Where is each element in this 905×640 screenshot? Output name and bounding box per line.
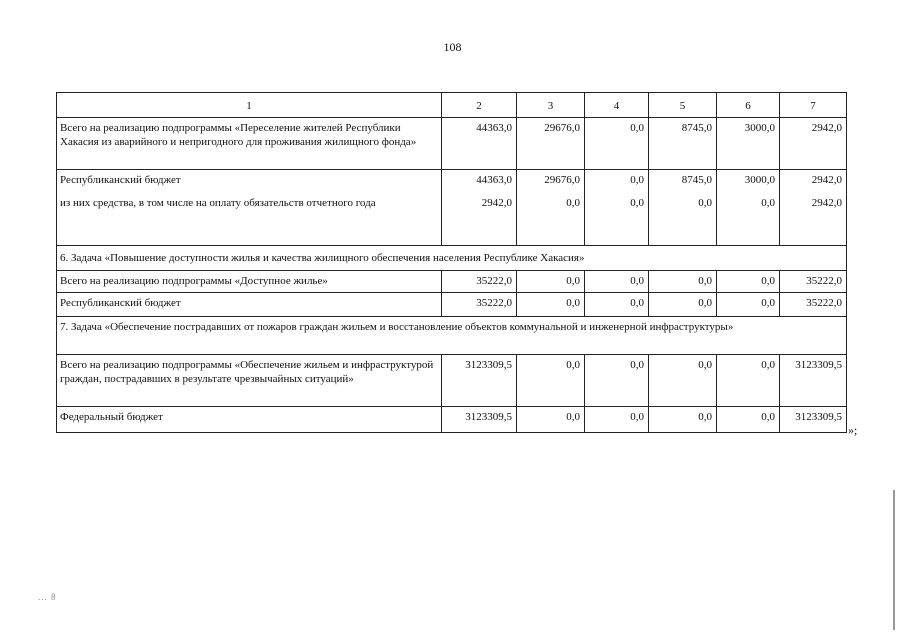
value-cell: 0,0 bbox=[649, 196, 717, 246]
table-row bbox=[57, 118, 847, 170]
task-heading: 7. Задача «Обеспечение пострадавших от пожаров граждан жильем и восстановление объектов коммунальной и инженерной инфраструктуры» bbox=[57, 317, 847, 355]
row-label: из них средства, в том числе на оплату обязательств отчетного года bbox=[57, 196, 442, 246]
value-cell: 0,0 bbox=[517, 271, 585, 293]
table-row bbox=[57, 271, 847, 293]
closing-quote-mark: »; bbox=[848, 423, 858, 437]
value-cell: 0,0 bbox=[585, 271, 649, 293]
value-cell: 35222,0 bbox=[780, 293, 847, 317]
value-cell: 35222,0 bbox=[442, 293, 517, 317]
table-header-row bbox=[57, 93, 847, 118]
value-cell: 0,0 bbox=[517, 407, 585, 433]
value-cell: 0,0 bbox=[649, 271, 717, 293]
value-cell: 0,0 bbox=[717, 271, 780, 293]
row-label: Всего на реализацию подпрограммы «Переселение жителей Республики Хакасия из аварийного и непригодного для проживания жилищного фонда» bbox=[57, 118, 442, 170]
value-cell: 2942,0 bbox=[780, 196, 847, 246]
value-cell: 8745,0 bbox=[649, 170, 717, 196]
row-label: Всего на реализацию подпрограммы «Доступное жилье» bbox=[57, 271, 442, 293]
row-label: Республиканский бюджет bbox=[57, 170, 442, 196]
value-cell: 0,0 bbox=[585, 293, 649, 317]
value-cell: 0,0 bbox=[585, 407, 649, 433]
value-cell: 0,0 bbox=[517, 355, 585, 407]
value-cell: 0,0 bbox=[585, 355, 649, 407]
value-cell: 0,0 bbox=[717, 196, 780, 246]
table-row bbox=[57, 355, 847, 407]
header-cell: 4 bbox=[585, 93, 649, 118]
value-cell: 0,0 bbox=[717, 407, 780, 433]
scan-edge-mark bbox=[893, 490, 895, 630]
budget-table bbox=[56, 92, 847, 433]
value-cell: 0,0 bbox=[717, 293, 780, 317]
value-cell: 2942,0 bbox=[780, 170, 847, 196]
row-label: Всего на реализацию подпрограммы «Обеспечение жильем и инфраструктурой граждан, пострадавших в результате чрезвычайных ситуаций» bbox=[57, 355, 442, 407]
table-row bbox=[57, 196, 847, 246]
task-row bbox=[57, 246, 847, 271]
value-cell: 3123309,5 bbox=[442, 355, 517, 407]
value-cell: 2942,0 bbox=[442, 196, 517, 246]
value-cell: 0,0 bbox=[649, 355, 717, 407]
value-cell: 3000,0 bbox=[717, 170, 780, 196]
value-cell: 3000,0 bbox=[717, 118, 780, 170]
header-cell: 7 bbox=[780, 93, 847, 118]
table-row bbox=[57, 293, 847, 317]
faint-stamp: ... 8 bbox=[38, 592, 57, 602]
value-cell: 2942,0 bbox=[780, 118, 847, 170]
value-cell: 29676,0 bbox=[517, 170, 585, 196]
task-row bbox=[57, 317, 847, 355]
value-cell: 0,0 bbox=[649, 293, 717, 317]
value-cell: 0,0 bbox=[585, 170, 649, 196]
table-row bbox=[57, 170, 847, 196]
value-cell: 44363,0 bbox=[442, 118, 517, 170]
value-cell: 3123309,5 bbox=[780, 407, 847, 433]
task-heading: 6. Задача «Повышение доступности жилья и качества жилищного обеспечения населения Республике Хакасия» bbox=[57, 246, 847, 271]
table-row bbox=[57, 407, 847, 433]
value-cell: 0,0 bbox=[717, 355, 780, 407]
header-cell: 5 bbox=[649, 93, 717, 118]
value-cell: 29676,0 bbox=[517, 118, 585, 170]
value-cell: 3123309,5 bbox=[780, 355, 847, 407]
header-cell: 1 bbox=[57, 93, 442, 118]
value-cell: 3123309,5 bbox=[442, 407, 517, 433]
value-cell: 0,0 bbox=[517, 293, 585, 317]
value-cell: 0,0 bbox=[649, 407, 717, 433]
page-number: 108 bbox=[443, 40, 462, 54]
value-cell: 35222,0 bbox=[780, 271, 847, 293]
header-cell: 6 bbox=[717, 93, 780, 118]
row-label: Федеральный бюджет bbox=[57, 407, 442, 433]
value-cell: 35222,0 bbox=[442, 271, 517, 293]
value-cell: 0,0 bbox=[585, 196, 649, 246]
header-cell: 2 bbox=[442, 93, 517, 118]
value-cell: 44363,0 bbox=[442, 170, 517, 196]
header-cell: 3 bbox=[517, 93, 585, 118]
value-cell: 0,0 bbox=[585, 118, 649, 170]
value-cell: 0,0 bbox=[517, 196, 585, 246]
value-cell: 8745,0 bbox=[649, 118, 717, 170]
row-label: Республиканский бюджет bbox=[57, 293, 442, 317]
